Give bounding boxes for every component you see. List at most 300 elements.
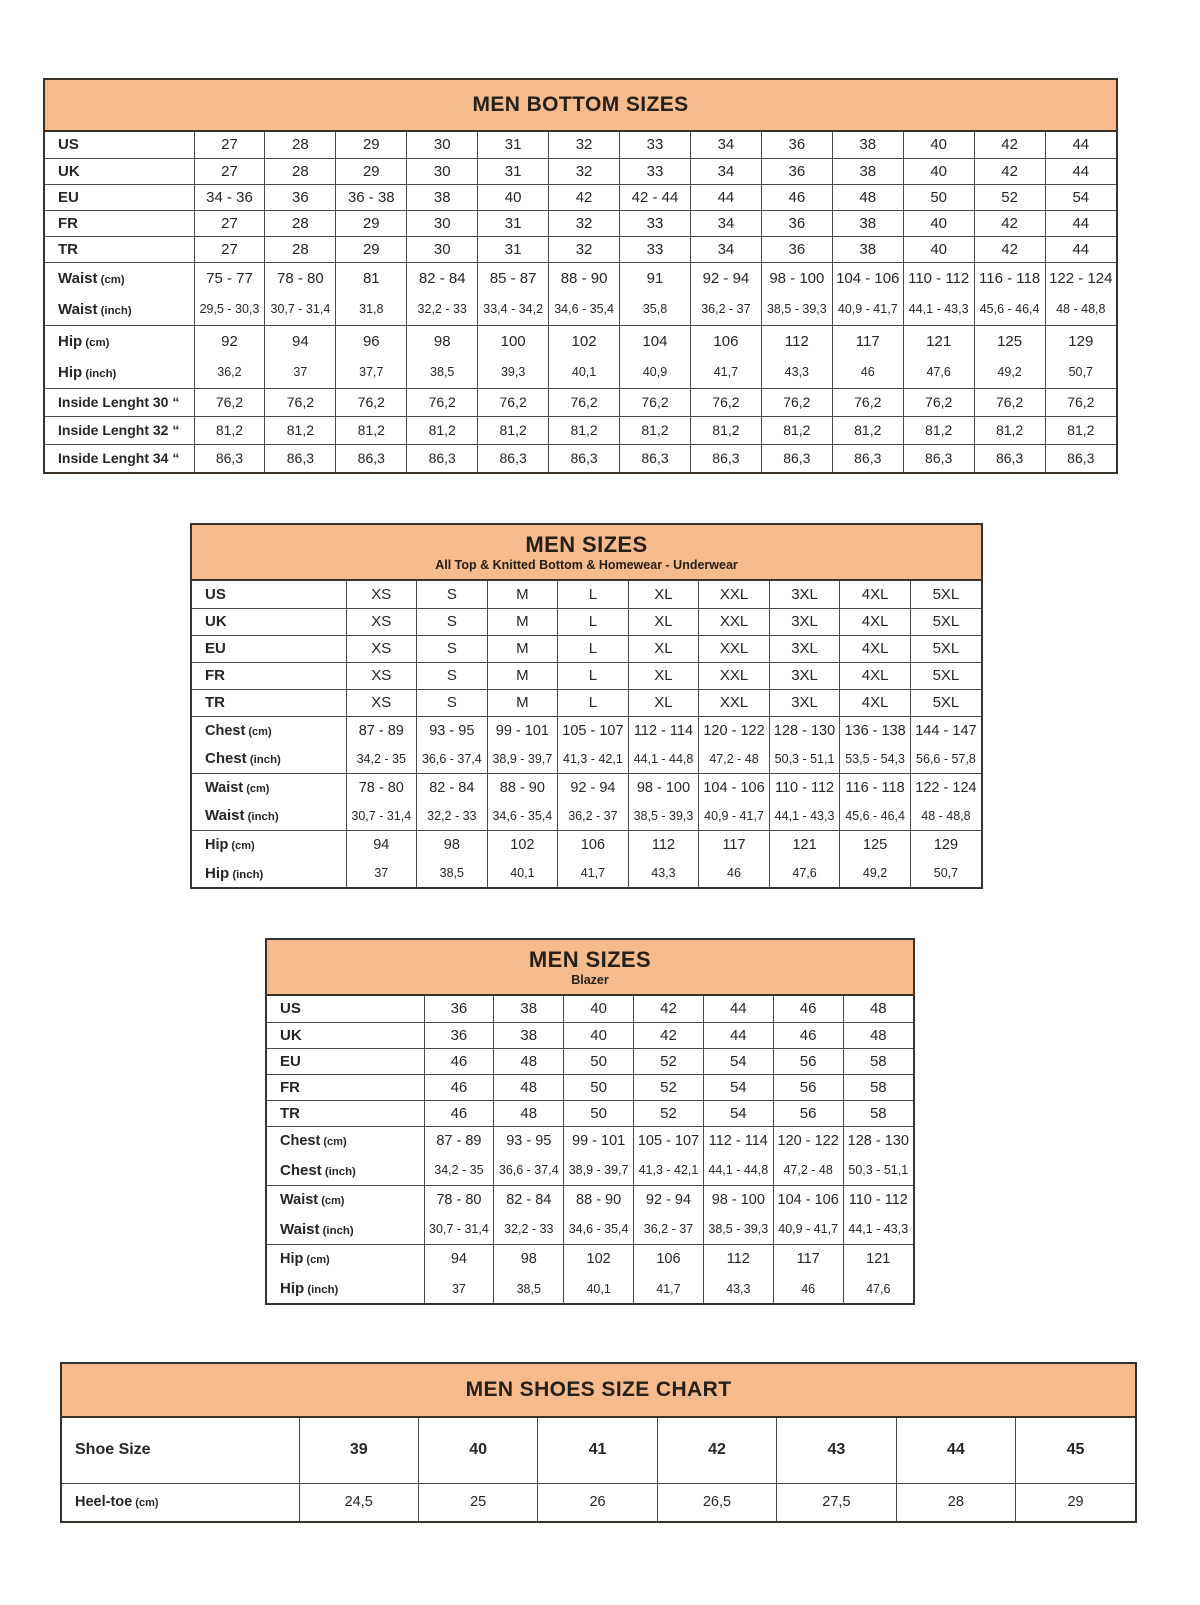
cell: 36,6 - 37,4: [494, 1156, 564, 1185]
cell: 50,3 - 51,1: [769, 745, 840, 773]
cell: 88 - 90: [564, 1185, 634, 1215]
cell: 44: [690, 184, 761, 210]
table-row: [192, 716, 981, 745]
cell: 110 - 112: [769, 773, 840, 802]
cell: 27: [194, 236, 265, 262]
cell: 96: [336, 325, 407, 357]
table-row: [192, 859, 981, 887]
cell: 27: [194, 210, 265, 236]
cell: 47,6: [843, 1274, 913, 1303]
cell: 36: [761, 236, 832, 262]
cell: 136 - 138: [840, 716, 911, 745]
cell: 86,3: [194, 444, 265, 472]
cell: 28: [265, 236, 336, 262]
cell: 86,3: [832, 444, 903, 472]
cell: 43,3: [761, 357, 832, 388]
cell: 30: [407, 158, 478, 184]
table-row: [267, 1215, 913, 1244]
cell: 36: [424, 1022, 494, 1048]
cell: 54: [703, 1100, 773, 1126]
cell: 40: [903, 210, 974, 236]
cell: 48: [832, 184, 903, 210]
cell: 93 - 95: [494, 1126, 564, 1156]
cell: 40: [418, 1418, 537, 1483]
cell: 47,2 - 48: [699, 745, 770, 773]
row-label: FR: [192, 662, 346, 689]
cell: 48: [494, 1048, 564, 1074]
cell: 30: [407, 210, 478, 236]
men-sizes-blazer-table: [265, 938, 915, 1305]
cell: 40: [478, 184, 549, 210]
table-row: [192, 581, 981, 608]
cell: 121: [769, 830, 840, 859]
cell: 110 - 112: [843, 1185, 913, 1215]
cell: 98: [407, 325, 478, 357]
cell: 112: [761, 325, 832, 357]
men-sizes-blazer-header: [267, 940, 913, 996]
cell: 34,2 - 35: [424, 1156, 494, 1185]
cell: S: [417, 635, 488, 662]
cell: M: [487, 581, 558, 608]
cell: 102: [487, 830, 558, 859]
cell: M: [487, 608, 558, 635]
cell: XL: [628, 662, 699, 689]
cell: 36: [761, 132, 832, 158]
cell: 41,3 - 42,1: [634, 1156, 704, 1185]
table-row: [267, 1022, 913, 1048]
cell: 27: [194, 132, 265, 158]
cell: 36: [424, 996, 494, 1022]
cell: XXL: [699, 608, 770, 635]
table-row: [45, 132, 1116, 158]
cell: 25: [418, 1483, 537, 1521]
cell: 30,7 - 31,4: [424, 1215, 494, 1244]
cell: 28: [265, 210, 336, 236]
cell: 41,3 - 42,1: [558, 745, 629, 773]
cell: 3XL: [769, 635, 840, 662]
cell: 82 - 84: [494, 1185, 564, 1215]
cell: 38,5 - 39,3: [761, 294, 832, 325]
cell: 58: [843, 1100, 913, 1126]
table-row: [45, 325, 1116, 357]
cell: 50,7: [910, 859, 981, 887]
table-row: [192, 745, 981, 773]
cell: 27: [194, 158, 265, 184]
cell: 81,2: [620, 416, 691, 444]
cell: 48: [843, 996, 913, 1022]
cell: 76,2: [478, 388, 549, 416]
cell: 46: [773, 1022, 843, 1048]
cell: 46: [773, 1274, 843, 1303]
cell: S: [417, 662, 488, 689]
cell: 120 - 122: [773, 1126, 843, 1156]
cell: 28: [265, 158, 336, 184]
men-shoes-size-chart-table: [60, 1362, 1137, 1523]
cell: 81: [336, 262, 407, 294]
cell: 45,6 - 46,4: [840, 802, 911, 830]
men-sizes-top-table: [190, 523, 983, 889]
row-label: Waist (cm): [45, 262, 194, 294]
cell: 40: [903, 132, 974, 158]
table-row: [45, 388, 1116, 416]
cell: 38: [832, 158, 903, 184]
cell: 48: [494, 1074, 564, 1100]
row-label: Waist (cm): [192, 773, 346, 802]
cell: 86,3: [549, 444, 620, 472]
cell: 98: [494, 1244, 564, 1274]
cell: 46: [424, 1048, 494, 1074]
cell: M: [487, 662, 558, 689]
cell: 125: [974, 325, 1045, 357]
cell: 78 - 80: [265, 262, 336, 294]
cell: 4XL: [840, 635, 911, 662]
cell: L: [558, 689, 629, 716]
cell: 33: [620, 210, 691, 236]
cell: 52: [634, 1100, 704, 1126]
cell: XS: [346, 608, 417, 635]
cell: 38: [832, 132, 903, 158]
cell: 38,5 - 39,3: [628, 802, 699, 830]
row-label: Hip (cm): [267, 1244, 424, 1274]
cell: 98 - 100: [761, 262, 832, 294]
cell: M: [487, 635, 558, 662]
cell: 44: [1045, 132, 1116, 158]
cell: 76,2: [407, 388, 478, 416]
cell: 38,9 - 39,7: [564, 1156, 634, 1185]
cell: 34: [690, 210, 761, 236]
row-label: Waist (cm): [267, 1185, 424, 1215]
cell: XS: [346, 689, 417, 716]
cell: 129: [1045, 325, 1116, 357]
cell: 81,2: [549, 416, 620, 444]
cell: 88 - 90: [549, 262, 620, 294]
cell: 98 - 100: [703, 1185, 773, 1215]
cell: 31: [478, 158, 549, 184]
men-bottom-sizes-body: [45, 132, 1116, 472]
cell: 4XL: [840, 689, 911, 716]
table-row: [192, 662, 981, 689]
cell: 110 - 112: [903, 262, 974, 294]
cell: 38: [832, 210, 903, 236]
cell: 31,8: [336, 294, 407, 325]
cell: 104 - 106: [773, 1185, 843, 1215]
cell: 54: [1045, 184, 1116, 210]
cell: 45: [1016, 1418, 1135, 1483]
cell: 76,2: [832, 388, 903, 416]
cell: 43,3: [703, 1274, 773, 1303]
cell: 5XL: [910, 662, 981, 689]
cell: S: [417, 608, 488, 635]
table-row: [192, 689, 981, 716]
table-subtitle: Blazer: [571, 972, 609, 987]
cell: 46: [832, 357, 903, 388]
cell: 76,2: [1045, 388, 1116, 416]
cell: XL: [628, 635, 699, 662]
cell: 4XL: [840, 581, 911, 608]
cell: 121: [843, 1244, 913, 1274]
cell: 43,3: [628, 859, 699, 887]
cell: 5XL: [910, 608, 981, 635]
cell: 37: [346, 859, 417, 887]
cell: 36: [761, 158, 832, 184]
cell: 36,2: [194, 357, 265, 388]
table-title: MEN SHOES SIZE CHART: [465, 1378, 732, 1401]
table-row: [267, 1274, 913, 1303]
cell: 31: [478, 132, 549, 158]
cell: 117: [699, 830, 770, 859]
table-row: [45, 236, 1116, 262]
cell: 38,5: [417, 859, 488, 887]
cell: 92: [194, 325, 265, 357]
cell: 81,2: [690, 416, 761, 444]
cell: 38,5: [407, 357, 478, 388]
cell: 104 - 106: [832, 262, 903, 294]
cell: 92 - 94: [634, 1185, 704, 1215]
cell: 41: [538, 1418, 657, 1483]
cell: XL: [628, 689, 699, 716]
cell: 100: [478, 325, 549, 357]
row-label: EU: [192, 635, 346, 662]
cell: 87 - 89: [424, 1126, 494, 1156]
cell: 40,9 - 41,7: [699, 802, 770, 830]
cell: L: [558, 635, 629, 662]
table-row: [267, 1185, 913, 1215]
table-title: MEN BOTTOM SIZES: [472, 93, 689, 116]
cell: 28: [896, 1483, 1015, 1521]
cell: 30,7 - 31,4: [265, 294, 336, 325]
cell: 104: [620, 325, 691, 357]
row-label: Waist (inch): [280, 1220, 354, 1238]
men-sizes-top-body: [192, 581, 981, 887]
cell: 86,3: [478, 444, 549, 472]
row-label: EU: [45, 184, 194, 210]
cell: 33: [620, 236, 691, 262]
cell: 42: [974, 236, 1045, 262]
men-shoes-size-chart-header: [62, 1364, 1135, 1418]
cell: 3XL: [769, 581, 840, 608]
cell: 40,9: [620, 357, 691, 388]
cell: 38: [494, 996, 564, 1022]
cell: 117: [773, 1244, 843, 1274]
cell: 58: [843, 1048, 913, 1074]
cell: 50: [564, 1074, 634, 1100]
cell: 122 - 124: [910, 773, 981, 802]
cell: 44,1 - 43,3: [769, 802, 840, 830]
cell: 81,2: [761, 416, 832, 444]
cell: 81,2: [194, 416, 265, 444]
cell: XXL: [699, 689, 770, 716]
cell: 44: [1045, 236, 1116, 262]
cell: 30: [407, 132, 478, 158]
cell: 106: [634, 1244, 704, 1274]
cell: 50: [564, 1100, 634, 1126]
cell: 81,2: [832, 416, 903, 444]
cell: 42: [634, 1022, 704, 1048]
cell: 78 - 80: [424, 1185, 494, 1215]
cell: 122 - 124: [1045, 262, 1116, 294]
cell: 38,9 - 39,7: [487, 745, 558, 773]
cell: 34: [690, 132, 761, 158]
cell: 49,2: [840, 859, 911, 887]
cell: 47,6: [769, 859, 840, 887]
cell: 91: [620, 262, 691, 294]
cell: XXL: [699, 581, 770, 608]
cell: 28: [265, 132, 336, 158]
cell: 32,2 - 33: [494, 1215, 564, 1244]
cell: 52: [634, 1074, 704, 1100]
cell: 29,5 - 30,3: [194, 294, 265, 325]
cell: 86,3: [407, 444, 478, 472]
cell: 5XL: [910, 635, 981, 662]
cell: 86,3: [761, 444, 832, 472]
cell: 36: [761, 210, 832, 236]
row-label: US: [58, 136, 79, 154]
men-bottom-sizes-table: [43, 78, 1118, 474]
cell: 42: [549, 184, 620, 210]
cell: 47,2 - 48: [773, 1156, 843, 1185]
cell: 32: [549, 210, 620, 236]
cell: 32,2 - 33: [407, 294, 478, 325]
cell: 106: [690, 325, 761, 357]
cell: 41,7: [690, 357, 761, 388]
row-label: US: [205, 585, 226, 603]
cell: 112: [703, 1244, 773, 1274]
cell: 31: [478, 236, 549, 262]
cell: 45,6 - 46,4: [974, 294, 1045, 325]
cell: 44,1 - 43,3: [903, 294, 974, 325]
cell: 49,2: [974, 357, 1045, 388]
cell: 53,5 - 54,3: [840, 745, 911, 773]
cell: 50,3 - 51,1: [843, 1156, 913, 1185]
cell: 37: [424, 1274, 494, 1303]
cell: 98 - 100: [628, 773, 699, 802]
men-sizes-top-grid: [192, 581, 981, 887]
cell: 76,2: [194, 388, 265, 416]
cell: 29: [336, 132, 407, 158]
row-label: Hip (cm): [192, 830, 346, 859]
cell: 76,2: [336, 388, 407, 416]
cell: 120 - 122: [699, 716, 770, 745]
cell: 38,5: [494, 1274, 564, 1303]
row-label: Hip (inch): [280, 1280, 339, 1297]
table-row: [45, 210, 1116, 236]
cell: 48 - 48,8: [910, 802, 981, 830]
cell: 36,2 - 37: [558, 802, 629, 830]
cell: 128 - 130: [843, 1126, 913, 1156]
table-row: [192, 802, 981, 830]
cell: 44,1 - 44,8: [628, 745, 699, 773]
row-label: Inside Lenght 30 “: [45, 388, 194, 416]
table-subtitle: All Top & Knitted Bottom & Homewear - Underwear: [435, 557, 738, 572]
cell: 3XL: [769, 662, 840, 689]
cell: 37,7: [336, 357, 407, 388]
cell: 94: [424, 1244, 494, 1274]
cell: 76,2: [620, 388, 691, 416]
cell: 27,5: [777, 1483, 896, 1521]
cell: S: [417, 581, 488, 608]
cell: 43: [777, 1418, 896, 1483]
cell: 38: [407, 184, 478, 210]
cell: 34,6 - 35,4: [549, 294, 620, 325]
cell: 116 - 118: [840, 773, 911, 802]
cell: 39: [299, 1418, 418, 1483]
table-row: [62, 1418, 1135, 1483]
cell: 106: [558, 830, 629, 859]
men-bottom-sizes-header: [45, 80, 1116, 132]
cell: 34,2 - 35: [346, 745, 417, 773]
cell: 36: [265, 184, 336, 210]
row-label: Inside Lenght 34 “: [45, 444, 194, 472]
cell: 81,2: [1045, 416, 1116, 444]
cell: 52: [974, 184, 1045, 210]
cell: 47,6: [903, 357, 974, 388]
row-label: FR: [45, 210, 194, 236]
cell: 94: [265, 325, 336, 357]
cell: 40: [903, 158, 974, 184]
row-label: Chest (inch): [205, 750, 281, 768]
cell: 39,3: [478, 357, 549, 388]
cell: 102: [564, 1244, 634, 1274]
cell: 56: [773, 1048, 843, 1074]
cell: 40: [564, 996, 634, 1022]
table-row: [192, 830, 981, 859]
cell: 30,7 - 31,4: [346, 802, 417, 830]
row-label: US: [280, 1000, 301, 1018]
cell: 78 - 80: [346, 773, 417, 802]
table-row: [267, 1048, 913, 1074]
row-label: Chest (cm): [192, 716, 346, 745]
cell: 42 - 44: [620, 184, 691, 210]
cell: 105 - 107: [558, 716, 629, 745]
cell: 32: [549, 132, 620, 158]
table-row: [267, 1156, 913, 1185]
cell: 40,1: [549, 357, 620, 388]
cell: 112 - 114: [703, 1126, 773, 1156]
cell: 44: [896, 1418, 1015, 1483]
cell: 34: [690, 158, 761, 184]
cell: 29: [1016, 1483, 1135, 1521]
cell: 82 - 84: [407, 262, 478, 294]
cell: 88 - 90: [487, 773, 558, 802]
cell: 86,3: [336, 444, 407, 472]
cell: 76,2: [265, 388, 336, 416]
cell: 36,6 - 37,4: [417, 745, 488, 773]
cell: 48: [494, 1100, 564, 1126]
cell: 34,6 - 35,4: [487, 802, 558, 830]
table-row: [45, 158, 1116, 184]
cell: L: [558, 662, 629, 689]
cell: 33,4 - 34,2: [478, 294, 549, 325]
cell: 4XL: [840, 608, 911, 635]
cell: 75 - 77: [194, 262, 265, 294]
cell: 81,2: [974, 416, 1045, 444]
table-row: [192, 773, 981, 802]
row-label: Hip (cm): [45, 325, 194, 357]
row-label: UK: [267, 1022, 424, 1048]
row-label: Waist (inch): [205, 807, 279, 825]
cell: 46: [699, 859, 770, 887]
cell: 36 - 38: [336, 184, 407, 210]
cell: 42: [974, 132, 1045, 158]
cell: 40: [564, 1022, 634, 1048]
men-bottom-sizes-grid: [45, 132, 1116, 472]
cell: 44,1 - 43,3: [843, 1215, 913, 1244]
cell: 40,1: [487, 859, 558, 887]
cell: 50: [903, 184, 974, 210]
table-row: [267, 1244, 913, 1274]
cell: 32: [549, 158, 620, 184]
cell: 56: [773, 1074, 843, 1100]
